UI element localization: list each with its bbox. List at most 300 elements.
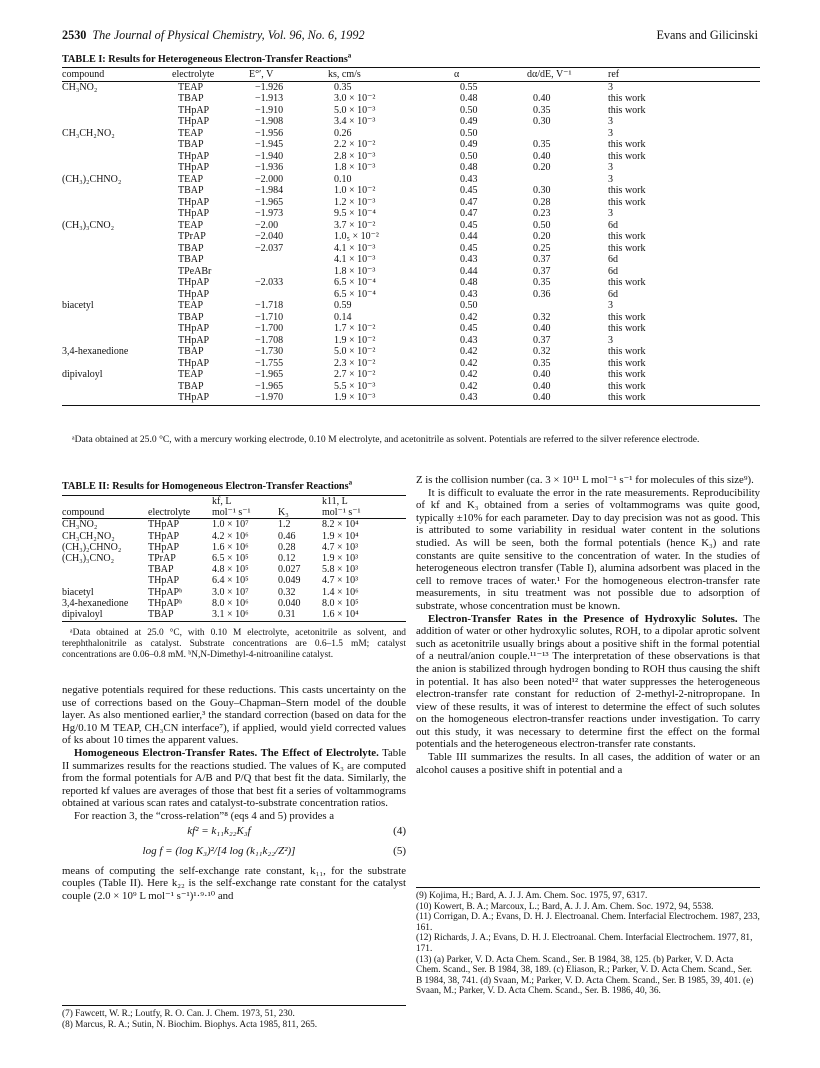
- table-row: [62, 277, 760, 289]
- table-cell: 4.7 × 10³: [322, 541, 359, 553]
- table-row: [62, 243, 760, 255]
- equation-4: kf² = k₁₁k₂₂K₃f (4): [187, 824, 406, 837]
- table-cell: 8.0 × 10⁶: [212, 597, 249, 609]
- table-cell: THpAP: [178, 150, 210, 162]
- table-cell: 3: [608, 300, 613, 311]
- table1-header-cell: α: [454, 68, 527, 82]
- table-cell: 3: [608, 127, 613, 139]
- table-cell: this work: [608, 346, 646, 357]
- running-header: [62, 28, 758, 43]
- table-cell: 1.6 × 10⁶: [212, 541, 249, 553]
- table-cell: 0.40: [533, 369, 551, 380]
- table-cell: [62, 381, 172, 393]
- running-authors: Evans and Gilicinski: [656, 28, 758, 42]
- table-cell: THpAPᵇ: [148, 597, 183, 609]
- table-cell: 0.47: [460, 196, 478, 208]
- table-cell: this work: [608, 277, 646, 288]
- table-cell: THpAP: [178, 196, 210, 208]
- table-cell: THpAP: [178, 288, 210, 300]
- table-cell: this work: [608, 311, 646, 323]
- table-cell: 0.43: [454, 392, 527, 405]
- table-cell: 0.42: [460, 346, 478, 357]
- table-cell: 2.2 × 10⁻²: [334, 139, 376, 150]
- footnote: (11) Corrigan, D. A.; Evans, D. H. J. Electroanal. Chem. Interfacial Electrochem. 1987, 233, 161.: [416, 912, 760, 933]
- table-cell: TEAP: [178, 173, 203, 185]
- table-cell: THpAP: [178, 116, 210, 127]
- table-row: [62, 587, 406, 598]
- table-cell: THpAP: [148, 530, 180, 542]
- table-row: [62, 185, 760, 197]
- table-cell: −1.965: [255, 369, 284, 380]
- table-cell: 0.31: [278, 609, 322, 622]
- table-cell: THpAP: [178, 323, 210, 334]
- table-cell: this work: [608, 369, 646, 380]
- table-cell: [249, 254, 328, 266]
- table-cell: 0.28: [278, 541, 296, 553]
- table-cell: 3.0 × 10⁻²: [334, 93, 376, 104]
- table-cell: THpAP: [178, 357, 210, 369]
- table-cell: dipivaloyl: [62, 609, 148, 622]
- table2-header-cell: k11, L: [322, 496, 406, 508]
- table-cell: −1.973: [255, 208, 284, 219]
- table-row: [62, 346, 760, 358]
- table-cell: this work: [608, 231, 646, 242]
- table-cell: [527, 128, 608, 140]
- table-cell: 3.0 × 10⁷: [212, 586, 249, 598]
- table2-footnote: ᵃData obtained at 25.0 °C, with 0.10 M electrolyte, acetonitrile as solvent, and terephthalonitrile as catalyst. Substrate concentrations are 0.6–1.5 mM; catalyst concentrations are 0.06–0.8 mM. ᵇN,N-Dimethyl-4-nitroaniline catalyst.: [62, 628, 406, 660]
- table-cell: 0.42: [460, 311, 478, 323]
- table-cell: TPrAP: [178, 231, 206, 242]
- table-cell: 3: [608, 116, 613, 127]
- table-cell: 1.0 × 10⁷: [212, 519, 249, 531]
- table2-caption: TABLE II: Results for Homogeneous Electron-Transfer Reactions$^a$: [62, 478, 353, 492]
- equation-5: log f = (log K₃)²/[4 log (k₁₁k₂₂/Z²)] (5): [142, 844, 406, 857]
- table-cell: TBAP: [178, 346, 204, 357]
- page-number: 2530: [62, 28, 87, 42]
- table-cell: 3,4-hexanedione: [62, 346, 129, 357]
- table-cell: 6.5 × 10⁵: [212, 553, 249, 565]
- table-cell: 3: [608, 334, 613, 346]
- table-cell: −1.718: [255, 300, 284, 311]
- table-cell: 0.45: [460, 185, 478, 196]
- footnotes-left: [62, 1005, 406, 1030]
- table-cell: [62, 277, 172, 289]
- table-cell: 0.35: [533, 357, 551, 369]
- table-cell: 0.20: [533, 231, 551, 242]
- table-cell: 5.8 × 10³: [322, 564, 359, 576]
- table-cell: 6d: [608, 219, 618, 231]
- table-cell: this work: [608, 242, 646, 254]
- table-cell: −1.708: [255, 334, 284, 346]
- table-cell: this work: [608, 323, 646, 334]
- table-cell: [62, 208, 172, 220]
- table-cell: 1.9 × 10⁴: [322, 530, 359, 542]
- table-cell: 4.7 × 10³: [322, 575, 359, 587]
- table-cell: [62, 231, 172, 243]
- table-row: [62, 358, 760, 370]
- table-cell: 4.8 × 10⁵: [212, 564, 249, 576]
- table-cell: 0.30: [533, 185, 551, 196]
- table-cell: CH₃NO₂: [62, 519, 98, 531]
- table-cell: 9.5 × 10⁻⁴: [334, 208, 376, 219]
- table-row: [62, 174, 760, 186]
- table-cell: [62, 289, 172, 301]
- table-cell: 0.43: [460, 254, 478, 265]
- table-row: [62, 323, 760, 335]
- table-row: [62, 564, 406, 575]
- table-cell: −1.965: [255, 196, 284, 208]
- table-cell: THpAP: [148, 575, 180, 587]
- footnote: (7) Fawcett, W. R.; Loutfy, R. O. Can. J. Chem. 1973, 51, 230.: [62, 1009, 295, 1019]
- table-cell: 6d: [608, 288, 618, 300]
- table-cell: 1.9 × 10⁻³: [328, 392, 454, 405]
- table-row: [62, 598, 406, 609]
- table-cell: TPeABr: [178, 265, 212, 277]
- table-cell: −1.956: [255, 127, 284, 139]
- table-cell: −1.945: [255, 139, 284, 150]
- table-cell: 0.35: [533, 139, 551, 150]
- table-cell: 0.35: [533, 277, 551, 288]
- table-cell: 0.55: [460, 81, 478, 93]
- table1-header-cell: ks, cm/s: [328, 68, 454, 82]
- table-row: [62, 392, 760, 405]
- table-row: [62, 369, 760, 381]
- table-cell: 0.30: [533, 116, 551, 127]
- table-cell: THpAP: [148, 519, 180, 531]
- table-cell: 0.37: [533, 334, 551, 346]
- table-cell: (CH₃)₂CHNO₂: [62, 173, 122, 185]
- table-cell: TBAP: [178, 139, 204, 150]
- section-paragraph: Electron-Transfer Rates in the Presence of Hydroxylic Solutes. The addition of water or other hydroxylic solutes, ROH, to a dipolar aprotic solvent such as acetonitrile usually brings about a positive shift in the formal potential of a neutral/anion couple.¹¹⁻¹³ The interpretation of these observations is that the anion is stabilized through hydrogen bonding to ROH thus causing the shift in potential. It has also been noted¹² that water suppresses the heterogeneous electron-transfer rate constant for reduction of 2-methyl-2-nitropropane. In view of these results, it was of interest to determine the effect of such solutes on the homogeneous electron-transfer reactions under investigation. To carry out this study, it was necessary to determine first the effect on the formal potentials and the heterogeneous electron-transfer rate constants.: [416, 612, 760, 751]
- table-cell: this work: [608, 380, 646, 392]
- table2-header-cell: [148, 496, 212, 508]
- table-cell: CH₃CH₂NO₂: [62, 530, 115, 542]
- table-cell: TBAP: [148, 564, 174, 576]
- table-cell: [62, 93, 172, 105]
- table-cell: 0.45: [460, 323, 478, 334]
- table-cell: 0.25: [533, 242, 551, 254]
- table-cell: [249, 266, 328, 278]
- table-cell: TEAP: [178, 219, 203, 231]
- table2-header-cell: electrolyte: [148, 507, 212, 519]
- table-cell: [527, 81, 608, 93]
- table-row: [62, 575, 406, 586]
- paragraph: means of computing the self-exchange rate constant, k₁₁, for the substrate couples (Table II). Here k₂₂ is the self-exchange rate constant for the catalyst couple (2.0 × 10⁹ L mol⁻¹ s⁻¹)¹·⁹·¹⁰ and: [62, 864, 406, 902]
- table-cell: 0.14: [334, 311, 352, 323]
- table-cell: 0.44: [460, 231, 478, 242]
- table-cell: 0.50: [533, 219, 551, 231]
- table-cell: 0.26: [334, 127, 352, 139]
- table-cell: −1.940: [255, 150, 284, 162]
- table-cell: −1.755: [255, 357, 284, 369]
- table-cell: 0.49: [460, 139, 478, 150]
- table-cell: −1.936: [255, 162, 284, 173]
- table-cell: 0.50: [460, 300, 478, 311]
- table-cell: 0.23: [533, 208, 551, 219]
- table-cell: THpAP: [148, 541, 180, 553]
- table-cell: [62, 151, 172, 163]
- table-cell: TEAP: [178, 127, 203, 139]
- table-cell: 0.027: [278, 564, 301, 576]
- table-cell: TBAP: [178, 185, 204, 196]
- table-row: [62, 208, 760, 220]
- table1: [62, 67, 760, 406]
- table-cell: 1.8 × 10⁻³: [334, 265, 376, 277]
- section-heading: Homogeneous Electron-Transfer Rates. The Effect of Electrolyte.: [74, 746, 379, 759]
- table2-header-cell: compound: [62, 507, 148, 519]
- table-cell: −1.965: [255, 380, 284, 392]
- table-cell: TBAP: [178, 254, 204, 265]
- table-row: [62, 105, 760, 117]
- table-cell: 6d: [608, 265, 618, 277]
- table-cell: 2.8 × 10⁻³: [334, 150, 376, 162]
- table-cell: 0.28: [533, 196, 551, 208]
- table-cell: 0.40: [533, 93, 551, 104]
- table-cell: 0.48: [460, 277, 478, 288]
- table-cell: 0.37: [533, 265, 551, 277]
- right-column-text: [416, 474, 760, 776]
- table-row: [62, 300, 760, 312]
- table-cell: 3: [608, 162, 613, 173]
- table-cell: [62, 335, 172, 347]
- table-cell: [62, 323, 172, 335]
- table-cell: 0.50: [460, 127, 478, 139]
- table1-caption: TABLE I: Results for Heterogeneous Electron-Transfer Reactions$^a$: [62, 51, 352, 65]
- table-cell: 5.0 × 10⁻³: [334, 104, 376, 116]
- table-cell: TEAP: [178, 300, 203, 311]
- footnote: (13) (a) Parker, V. D. Acta Chem. Scand., Ser. B 1984, 38, 125. (b) Parker, V. D. Acta Chem. Scand., Ser. B 1984, 38, 189. (c) Eliason, R.; Parker, V. D. Acta Chem. Scand., Ser. B 1984, 38, 741. (d) Svaan, M.; Parker, V. D. Acta Chem. Scand., Ser. B 1985, 39, 401. (e) Svaan, M.; Parker, V. D. Acta Chem. Scand., Ser. B. 1986, 40, 36.: [416, 954, 754, 997]
- table-cell: −1.700: [255, 323, 284, 334]
- footnote: (8) Marcus, R. A.; Sutin, N. Biochim. Biophys. Acta 1985, 811, 265.: [62, 1019, 318, 1030]
- table2-header-cell: [62, 496, 148, 508]
- table-cell: 5.0 × 10⁻²: [334, 346, 376, 357]
- table-cell: 0.40: [533, 380, 551, 392]
- table-cell: 1.9 × 10³: [322, 553, 359, 565]
- table-cell: CH₃CH₂NO₂: [62, 127, 115, 139]
- table-cell: 1.4 × 10⁶: [322, 586, 359, 598]
- table-row: [62, 162, 760, 174]
- table-cell: 1.2: [278, 519, 291, 531]
- table1-header-cell: compound: [62, 68, 172, 82]
- table-cell: [62, 254, 172, 266]
- table-cell: [62, 392, 172, 405]
- table-cell: −2.00: [255, 219, 279, 231]
- table-row: [62, 553, 406, 564]
- table-cell: 3.7 × 10⁻²: [334, 219, 376, 231]
- table-cell: 1.8 × 10⁻³: [334, 162, 376, 173]
- table-cell: biacetyl: [62, 586, 94, 598]
- footnotes-right: [416, 887, 760, 997]
- section-paragraph: Homogeneous Electron-Transfer Rates. The Effect of Electrolyte. Table II summarizes results for the reactions studied. The values of K₃ are computed from the formal potentials for A/B and P/Q that best fit the data. Similarly, the reported kf values are averages of those that best fit a series of voltammograms obtained at various scan rates and catalyst-to-substrate concentration ratios.: [62, 746, 406, 810]
- table-cell: 4.1 × 10⁻³: [334, 242, 376, 254]
- table-cell: TBAP: [178, 380, 204, 392]
- table-cell: [62, 139, 172, 151]
- table-cell: 1.7 × 10⁻²: [334, 323, 376, 334]
- table-cell: [62, 243, 172, 255]
- paragraph: Z is the collision number (ca. 3 × 10¹¹ L mol⁻¹ s⁻¹ for molecules of this size⁹).: [416, 474, 754, 486]
- table-cell: −1.710: [255, 311, 284, 323]
- table-cell: 0.35: [334, 81, 352, 93]
- table-row: [62, 81, 760, 93]
- table-cell: 3,4-hexanedione: [62, 597, 129, 609]
- table-cell: [62, 185, 172, 197]
- table-cell: 0.040: [278, 597, 301, 609]
- table2-header-cell: K₃: [278, 507, 322, 519]
- section-heading: Electron-Transfer Rates in the Presence of Hydroxylic Solutes.: [428, 612, 738, 625]
- table-cell: 6d: [608, 254, 618, 265]
- table2-header-cell: mol⁻¹ s⁻¹: [322, 507, 406, 519]
- table-cell: 4.2 × 10⁶: [212, 530, 249, 542]
- table-cell: 0.50: [460, 104, 478, 116]
- table-row: [62, 231, 760, 243]
- table-cell: 0.32: [278, 586, 296, 598]
- table-cell: 0.049: [278, 575, 301, 587]
- table-cell: 0.45: [460, 219, 478, 231]
- table-cell: −1.913: [255, 93, 284, 104]
- table-cell: TBAP: [178, 242, 204, 254]
- table-cell: 0.46: [278, 530, 296, 542]
- table-cell: this work: [608, 150, 646, 162]
- table1-header-cell: dα/dE, V⁻¹: [527, 68, 608, 82]
- table-cell: [62, 162, 172, 174]
- footnote: (10) Kowert, B. A.; Marcoux, L.; Bard, A. J. J. Am. Chem. Soc. 1972, 94, 5538.: [416, 901, 714, 912]
- table2-header-cell: kf, L: [212, 496, 278, 508]
- table-cell: 1.9 × 10⁻²: [334, 334, 376, 346]
- table-row: [62, 289, 760, 301]
- table-cell: 0.35: [533, 104, 551, 116]
- table-cell: 3: [608, 173, 613, 185]
- table-cell: −1.926: [255, 81, 284, 93]
- table-cell: TBAP: [178, 311, 204, 323]
- table-cell: 0.48: [460, 93, 478, 104]
- table-cell: 0.43: [460, 334, 478, 346]
- table-cell: 0.59: [334, 300, 352, 311]
- table-cell: −1.910: [255, 104, 284, 116]
- table-cell: (CH₃)₃CNO₂: [62, 553, 115, 565]
- table-row: [62, 151, 760, 163]
- table-row: [62, 116, 760, 128]
- table-cell: 1.0₅ × 10⁻²: [334, 231, 379, 242]
- paragraph: It is difficult to evaluate the error in the rate measurements. Reproducibility of kf and K₃ obtained from a series of voltammograms was quite good, typically ±10% for each parameter. Day to day precision was not as good. This is attributed to some variability in residual water content in the solutions studied. As will be seen, both the formal potentials (hence K₃) and rate constants are quite sensitive to the concentration of water. In the studies of heterogeneous electron transfer (Table I), alumina adsorbent was placed in the cell to remove traces of water.¹ For the homogeneous electron-transfer rate measurements, in situ treatment was not possible due to adsorption of substrate, whose concentration must be known.: [416, 486, 760, 612]
- table-cell: TBAP: [178, 93, 204, 104]
- paragraph: Table III summarizes the results. In all cases, the addition of water or an alcohol causes a positive shift in potential and a: [416, 751, 760, 776]
- table-cell: [62, 358, 172, 370]
- table-cell: 1.2 × 10⁻³: [334, 196, 376, 208]
- table-cell: (CH₃)₃CNO₂: [62, 219, 115, 231]
- table-cell: [62, 564, 148, 575]
- table-cell: 0.42: [460, 380, 478, 392]
- table-row: [62, 220, 760, 232]
- table-cell: (CH₃)₂CHNO₂: [62, 541, 122, 553]
- table-cell: 0.40: [527, 392, 608, 405]
- table-cell: 0.10: [334, 173, 352, 185]
- table-cell: 0.45: [460, 242, 478, 254]
- table-cell: 0.40: [533, 150, 551, 162]
- table-cell: 2.3 × 10⁻²: [334, 357, 376, 369]
- table-cell: [62, 116, 172, 128]
- table-cell: TPrAP: [148, 553, 176, 565]
- table-cell: −2.040: [255, 231, 284, 242]
- table-cell: −1.730: [255, 346, 284, 357]
- table-cell: [62, 266, 172, 278]
- table-cell: this work: [608, 357, 646, 369]
- table-cell: −1.984: [255, 185, 284, 196]
- paragraph: negative potentials required for these reductions. This casts uncertainty on the use of corrections based on the Gouy–Chapman–Stern model of the double layer. As also mentioned earlier,³ the standard correction (based on data for the Hg/0.10 M TEAP, CH₃CN interface⁷), if applied, would yield corrected values of ks about 10 times the apparent values.: [62, 684, 406, 747]
- paragraph: For reaction 3, the “cross-relation”⁸ (eqs 4 and 5) provides a: [74, 809, 335, 822]
- table-cell: 0.42: [460, 357, 478, 369]
- table2: [62, 495, 406, 622]
- table-cell: 0.20: [533, 162, 551, 173]
- table-cell: 8.2 × 10⁴: [322, 519, 359, 531]
- table-row: [62, 381, 760, 393]
- table-cell: −2.000: [255, 173, 284, 185]
- table1-header-cell: electrolyte: [172, 68, 249, 82]
- table-cell: [62, 197, 172, 209]
- table-cell: 0.12: [278, 553, 296, 565]
- table-cell: −2.033: [255, 277, 284, 288]
- table-cell: [249, 289, 328, 301]
- table-cell: this work: [608, 93, 646, 104]
- table-row: [62, 197, 760, 209]
- table-cell: 0.44: [460, 265, 478, 277]
- table-cell: 0.36: [533, 288, 551, 300]
- table-row: [62, 519, 406, 531]
- table-cell: 2.7 × 10⁻²: [334, 369, 376, 380]
- table-cell: [62, 575, 148, 586]
- table-row: [62, 93, 760, 105]
- footnote: (12) Richards, J. A.; Evans, D. H. J. Electroanal. Chem. Interfacial Electrochem. 1977, 81, 171.: [416, 933, 753, 954]
- table-cell: 1.0 × 10⁻²: [334, 185, 376, 196]
- table1-footnote: ᵃData obtained at 25.0 °C, with a mercury working electrode, 0.10 M electrolyte, and acetonitrile as solvent. Potentials are referred to the silver reference electrode.: [72, 434, 700, 445]
- table-cell: 3: [608, 81, 613, 93]
- table-cell: [527, 174, 608, 186]
- table-cell: 6.5 × 10⁻⁴: [334, 277, 376, 288]
- table-row: [62, 266, 760, 278]
- table-cell: 0.40: [533, 323, 551, 334]
- table-row: [62, 128, 760, 140]
- table-cell: 4.1 × 10⁻³: [334, 254, 376, 265]
- table-cell: this work: [608, 392, 760, 405]
- table-cell: [62, 312, 172, 324]
- table-row: [62, 139, 760, 151]
- table-cell: 0.43: [460, 173, 478, 185]
- table-cell: TBAP: [148, 609, 212, 622]
- table-cell: 6.4 × 10⁵: [212, 575, 249, 587]
- table-row: [62, 254, 760, 266]
- table-cell: 5.5 × 10⁻³: [334, 380, 376, 392]
- footnote: (9) Kojima, H.; Bard, A. J. J. Am. Chem. Soc. 1975, 97, 6317.: [416, 891, 648, 901]
- table2-header-cell: [278, 496, 322, 508]
- table-cell: 0.49: [460, 116, 478, 127]
- table-cell: 0.43: [460, 288, 478, 300]
- table-cell: 3.1 × 10⁶: [212, 609, 278, 622]
- table-row: [62, 542, 406, 553]
- table-row: [62, 335, 760, 347]
- table-cell: 0.37: [533, 254, 551, 265]
- table-cell: 3: [608, 208, 613, 219]
- table-cell: −1.970: [249, 392, 328, 405]
- table-cell: 3.4 × 10⁻³: [334, 116, 376, 127]
- table-cell: THpAP: [178, 104, 210, 116]
- table-cell: this work: [608, 139, 646, 150]
- table-cell: THpAP: [178, 277, 210, 288]
- table-cell: THpAPᵇ: [148, 586, 183, 598]
- table-cell: TEAP: [178, 81, 203, 93]
- table-cell: [527, 300, 608, 312]
- table-cell: dipivaloyl: [62, 369, 103, 380]
- table-cell: THpAP: [178, 162, 210, 173]
- table-cell: THpAP: [172, 392, 249, 405]
